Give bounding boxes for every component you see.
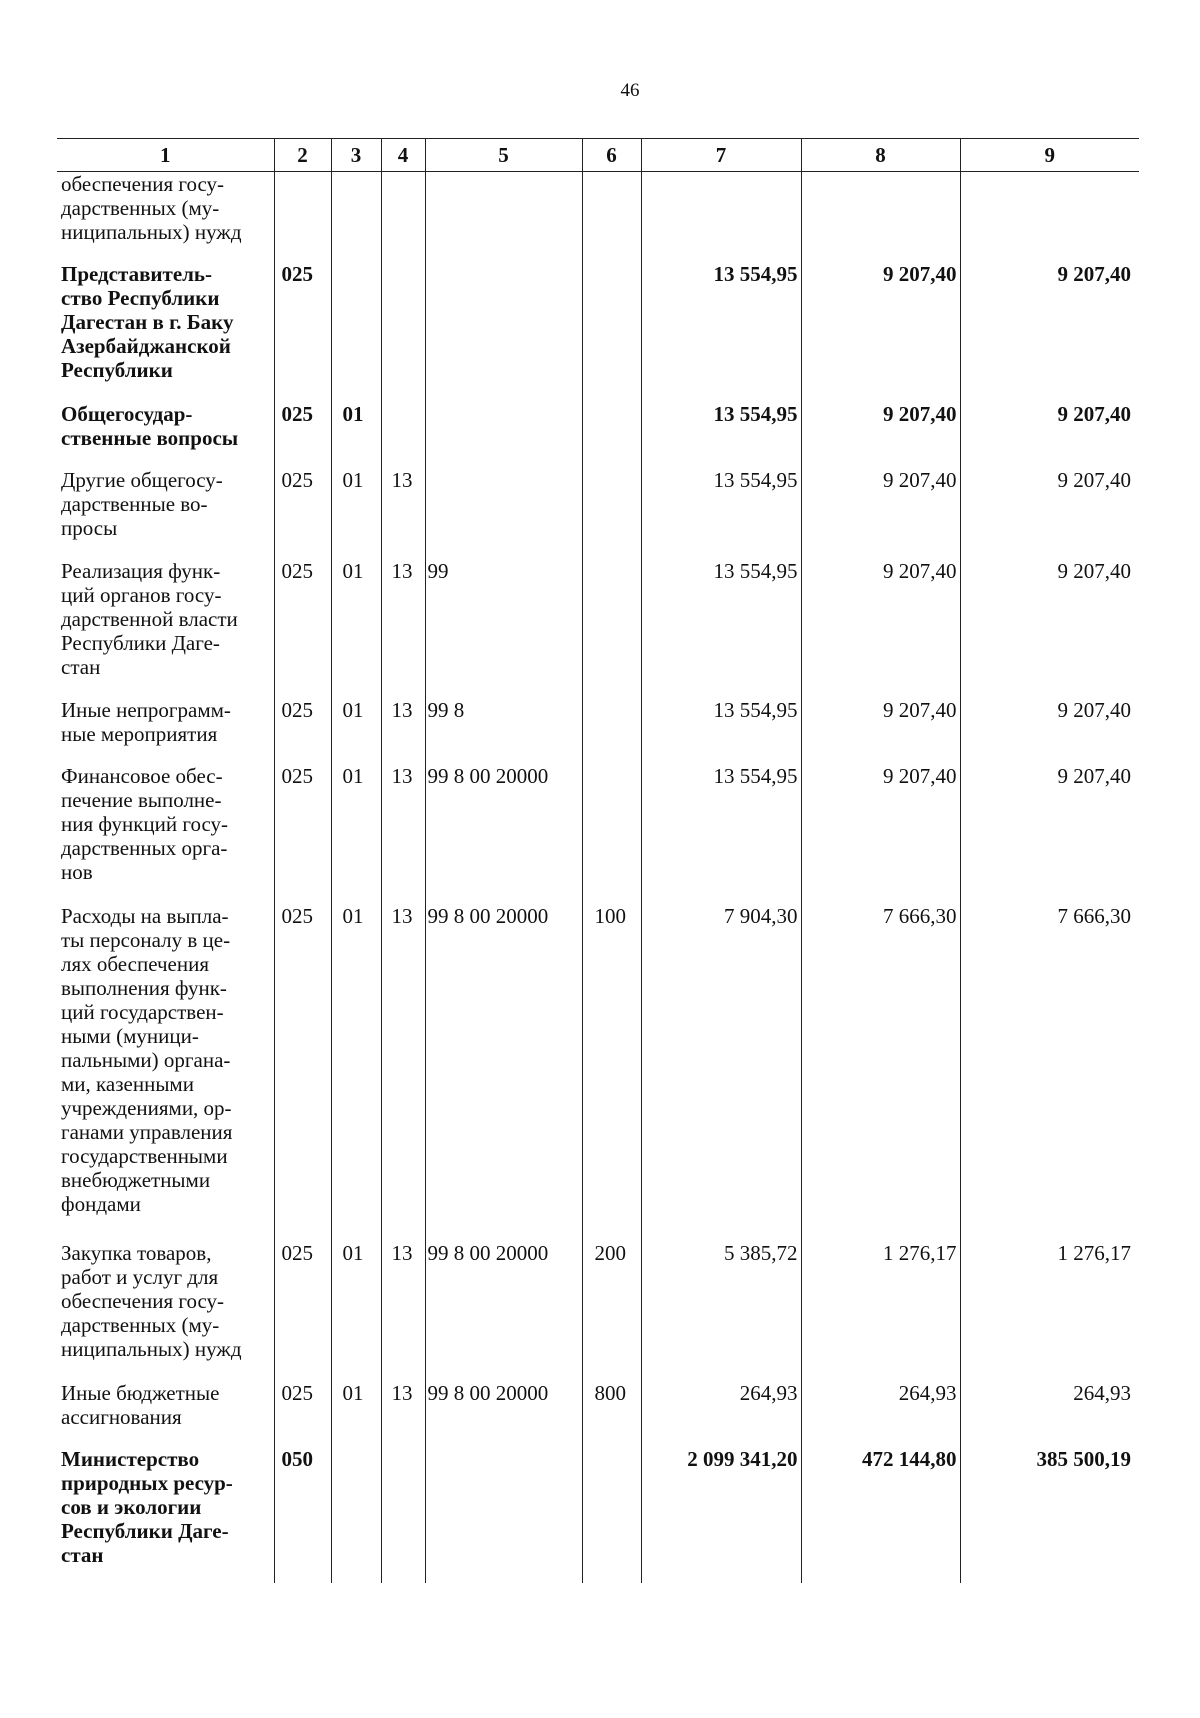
table-row bbox=[57, 262, 1139, 402]
row-name: Финансовое обес- печение выполне- ния функций госу- дарственных орга- нов bbox=[61, 763, 229, 884]
cell-col4 bbox=[381, 262, 425, 402]
cell-col3: 01 bbox=[331, 698, 381, 764]
cell-col4: 13 bbox=[381, 468, 425, 559]
cell-col5 bbox=[425, 402, 582, 468]
cell-col2: 025 bbox=[274, 904, 331, 1241]
header-cell: 9 bbox=[960, 139, 1139, 172]
cell-col9: 9 207,40 bbox=[960, 468, 1139, 559]
header-cell: 8 bbox=[801, 139, 960, 172]
cell-col8 bbox=[801, 172, 960, 262]
cell-col3: 01 bbox=[331, 904, 381, 1241]
cell-col8: 1 276,17 bbox=[801, 1241, 960, 1381]
cell-col9: 9 207,40 bbox=[960, 262, 1139, 402]
cell-col3 bbox=[331, 172, 381, 262]
cell-col7: 2 099 341,20 bbox=[641, 1447, 801, 1583]
row-name: Закупка товаров, работ и услуг для обеспечения госу- дарственных (му- ниципальных) нужд bbox=[61, 1240, 242, 1361]
cell-col4 bbox=[381, 1447, 425, 1583]
table-row bbox=[57, 559, 1139, 698]
header-cell: 4 bbox=[381, 139, 425, 172]
cell-col2: 025 bbox=[274, 1381, 331, 1447]
cell-col5: 99 8 00 20000 bbox=[425, 1241, 582, 1381]
cell-col6 bbox=[582, 262, 641, 402]
cell-col6 bbox=[582, 468, 641, 559]
row-name: Реализация функ- ций органов госу- дарственной власти Республики Даге- стан bbox=[61, 558, 238, 679]
cell-col3: 01 bbox=[331, 468, 381, 559]
header-cell: 7 bbox=[641, 139, 801, 172]
cell-col2: 025 bbox=[274, 698, 331, 764]
cell-col2: 025 bbox=[274, 468, 331, 559]
cell-col5 bbox=[425, 172, 582, 262]
cell-col7: 13 554,95 bbox=[641, 559, 801, 698]
cell-col2: 025 bbox=[274, 402, 331, 468]
cell-col2: 025 bbox=[274, 1241, 331, 1381]
cell-col2 bbox=[274, 172, 331, 262]
cell-col6 bbox=[582, 402, 641, 468]
cell-col7: 264,93 bbox=[641, 1381, 801, 1447]
cell-col7: 13 554,95 bbox=[641, 468, 801, 559]
cell-col4: 13 bbox=[381, 1241, 425, 1381]
header-row bbox=[57, 139, 1139, 172]
table-row bbox=[57, 764, 1139, 904]
row-name: Представитель- ство Республики Дагестан в г. Баку Азербайджанской Республики bbox=[61, 261, 234, 382]
cell-col6 bbox=[582, 172, 641, 262]
page-number: 46 bbox=[620, 80, 640, 101]
cell-col5: 99 8 00 20000 bbox=[425, 1381, 582, 1447]
table-row bbox=[57, 1447, 1139, 1583]
cell-col8: 9 207,40 bbox=[801, 468, 960, 559]
table-row bbox=[57, 1381, 1139, 1447]
cell-col5: 99 bbox=[425, 559, 582, 698]
row-name: обеспечения госу- дарственных (му- ниципальных) нужд bbox=[61, 172, 242, 244]
cell-col7: 13 554,95 bbox=[641, 698, 801, 764]
cell-col6: 800 bbox=[582, 1381, 641, 1447]
cell-col5 bbox=[425, 468, 582, 559]
cell-col7: 13 554,95 bbox=[641, 262, 801, 402]
table-row bbox=[57, 402, 1139, 468]
cell-col6 bbox=[582, 1447, 641, 1583]
budget-table bbox=[57, 138, 1139, 1583]
cell-col4 bbox=[381, 172, 425, 262]
cell-col3: 01 bbox=[331, 764, 381, 904]
cell-col9: 9 207,40 bbox=[960, 402, 1139, 468]
row-name: Общегосудар- ственные вопросы bbox=[61, 401, 239, 450]
cell-col7: 13 554,95 bbox=[641, 764, 801, 904]
cell-col6 bbox=[582, 698, 641, 764]
row-name: Министерство природных ресур- сов и экологии Республики Даге- стан bbox=[61, 1446, 233, 1567]
cell-col3: 01 bbox=[331, 559, 381, 698]
cell-col5: 99 8 00 20000 bbox=[425, 904, 582, 1241]
cell-col7 bbox=[641, 172, 801, 262]
cell-col8: 7 666,30 bbox=[801, 904, 960, 1241]
cell-col9: 7 666,30 bbox=[960, 904, 1139, 1241]
cell-col3 bbox=[331, 262, 381, 402]
cell-col3: 01 bbox=[331, 1381, 381, 1447]
cell-col9: 9 207,40 bbox=[960, 698, 1139, 764]
cell-col4 bbox=[381, 402, 425, 468]
cell-col8: 9 207,40 bbox=[801, 559, 960, 698]
cell-col8: 9 207,40 bbox=[801, 262, 960, 402]
cell-col2: 025 bbox=[274, 262, 331, 402]
header-cell: 3 bbox=[331, 139, 381, 172]
cell-col4: 13 bbox=[381, 559, 425, 698]
table-row bbox=[57, 1241, 1139, 1381]
cell-col6: 100 bbox=[582, 904, 641, 1241]
cell-col8: 472 144,80 bbox=[801, 1447, 960, 1583]
cell-col8: 9 207,40 bbox=[801, 698, 960, 764]
row-name: Иные непрограмм- ные мероприятия bbox=[61, 697, 231, 746]
cell-col7: 5 385,72 bbox=[641, 1241, 801, 1381]
cell-col9 bbox=[960, 172, 1139, 262]
cell-col4: 13 bbox=[381, 1381, 425, 1447]
row-name: Иные бюджетные ассигнования bbox=[61, 1380, 220, 1429]
cell-col3: 01 bbox=[331, 402, 381, 468]
row-name: Другие общегосу- дарственные во- просы bbox=[61, 467, 223, 540]
table-row bbox=[57, 172, 1139, 262]
header-cell: 2 bbox=[274, 139, 331, 172]
cell-col4: 13 bbox=[381, 764, 425, 904]
header-cell: 5 bbox=[425, 139, 582, 172]
cell-col8: 264,93 bbox=[801, 1381, 960, 1447]
cell-col8: 9 207,40 bbox=[801, 402, 960, 468]
cell-col5 bbox=[425, 262, 582, 402]
row-name: Расходы на выпла- ты персоналу в це- лях обеспечения выполнения функ- ций государствен- ными (муници- пальными) органа- ми, казенными учреждениями, ор- ганами управления государственными внебюджетными фондами bbox=[61, 903, 233, 1216]
cell-col4: 13 bbox=[381, 698, 425, 764]
cell-col2: 025 bbox=[274, 764, 331, 904]
cell-col2: 025 bbox=[274, 559, 331, 698]
cell-col2: 050 bbox=[274, 1447, 331, 1583]
cell-col7: 7 904,30 bbox=[641, 904, 801, 1241]
cell-col6 bbox=[582, 764, 641, 904]
cell-col5: 99 8 00 20000 bbox=[425, 764, 582, 904]
table-row bbox=[57, 698, 1139, 764]
cell-col9: 385 500,19 bbox=[960, 1447, 1139, 1583]
cell-col6: 200 bbox=[582, 1241, 641, 1381]
header-cell: 6 bbox=[582, 139, 641, 172]
cell-col9: 9 207,40 bbox=[960, 764, 1139, 904]
cell-col9: 264,93 bbox=[960, 1381, 1139, 1447]
cell-col8: 9 207,40 bbox=[801, 764, 960, 904]
table-row bbox=[57, 468, 1139, 559]
cell-col5 bbox=[425, 1447, 582, 1583]
cell-col7: 13 554,95 bbox=[641, 402, 801, 468]
cell-col3: 01 bbox=[331, 1241, 381, 1381]
header-cell: 1 bbox=[57, 139, 274, 172]
cell-col9: 9 207,40 bbox=[960, 559, 1139, 698]
table-row bbox=[57, 904, 1139, 1241]
cell-col9: 1 276,17 bbox=[960, 1241, 1139, 1381]
cell-col3 bbox=[331, 1447, 381, 1583]
cell-col6 bbox=[582, 559, 641, 698]
cell-col4: 13 bbox=[381, 904, 425, 1241]
cell-col5: 99 8 bbox=[425, 698, 582, 764]
